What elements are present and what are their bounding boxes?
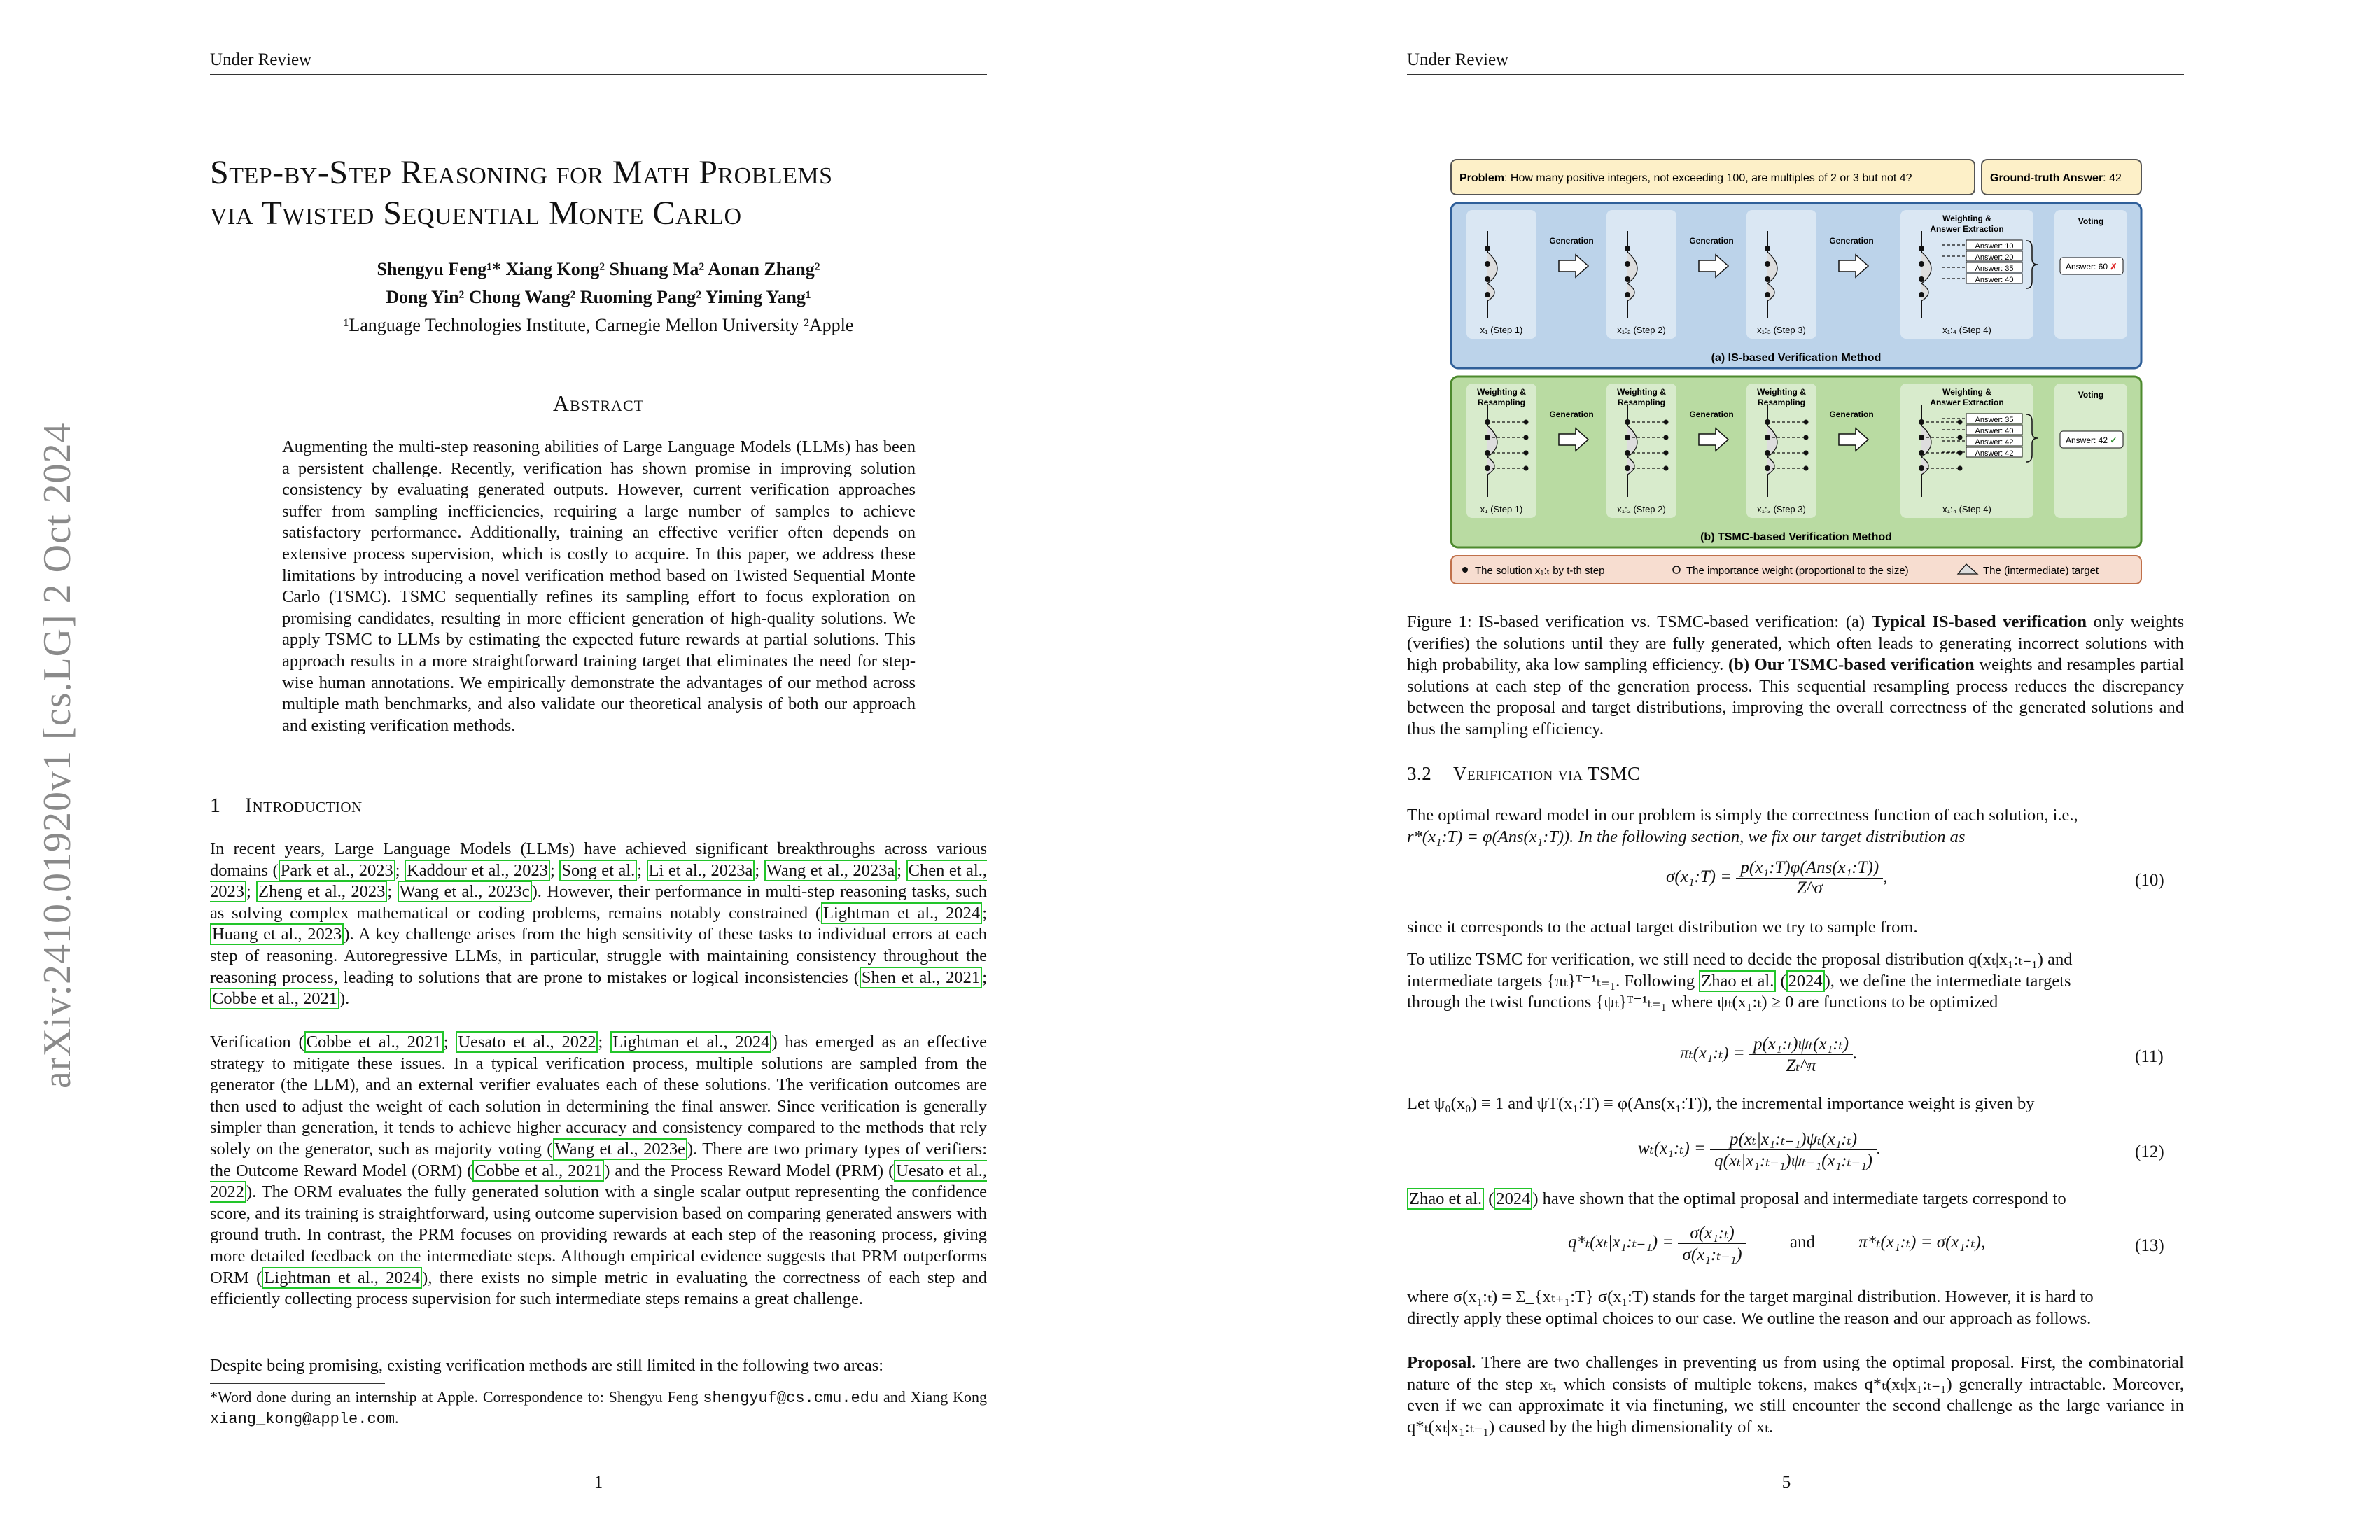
citation-link[interactable]: Zheng et al., 2023 — [256, 881, 387, 902]
weighting-label: Weighting & — [1757, 387, 1806, 397]
text-run: ; — [982, 903, 987, 923]
equation-number: (12) — [2135, 1142, 2164, 1161]
voting-label: Voting — [2078, 390, 2104, 400]
solution-dot — [1804, 420, 1809, 425]
voting-card — [2054, 384, 2127, 518]
citation-link[interactable]: Song et al. — [559, 860, 637, 881]
text-run: ), there exists no simple metric in evaluating the correctness of each step and efficiently collecting process supervision for such intermediate steps remains a great challenge. — [210, 1268, 988, 1309]
step-card — [1606, 210, 1676, 339]
eq-denominator: Z^σ — [1796, 878, 1823, 897]
vote-text: Answer: 60 ✗ — [2066, 262, 2118, 272]
eq-fraction — [1736, 858, 1883, 898]
intro-paragraph-2 — [210, 1032, 987, 1310]
section-heading — [1407, 763, 1640, 785]
footnote-text: . — [395, 1409, 399, 1427]
text-line: To utilize TSMC for verification, we still need to decide the proposal distribution q(xₜ|x₁:ₜ₋₁) and — [1407, 950, 2073, 969]
weighting-label: Resampling — [1757, 398, 1806, 407]
intro-title: Introduction — [245, 794, 363, 817]
solution-dot — [1958, 435, 1963, 440]
text-run: ; — [395, 860, 405, 880]
solution-dot — [1664, 466, 1669, 471]
caption-text: only weights (verifies) the solutions until they are fully generated, which often leads to generating incorrect solutions with high probability, aka low sampling efficiency. — [1407, 612, 2184, 675]
answer-text: Answer: 20 — [1975, 253, 2014, 262]
text-run: ; — [443, 1032, 456, 1051]
solution-dot — [1625, 276, 1630, 282]
citation-link[interactable]: Kaddour et al., 2023 — [405, 860, 550, 881]
intro-number: 1 — [210, 794, 221, 817]
citation-link[interactable]: Wang et al., 2023e — [553, 1138, 687, 1160]
section-title: Verification via TSMC — [1453, 763, 1641, 784]
equation-number: (13) — [2135, 1236, 2164, 1255]
eq-lhs: wₜ(x₁:ₜ) = — [1638, 1139, 1706, 1158]
text-run: ; — [637, 860, 647, 880]
solution-dot — [1664, 420, 1669, 425]
solution-dot — [1919, 246, 1924, 251]
running-header: Under Review — [1407, 50, 1509, 69]
citation-link[interactable]: Shen et al., 2021 — [860, 967, 982, 988]
intro-paragraph-3: Despite being promising, existing verification methods are still limited in the following two areas: — [210, 1356, 884, 1375]
weighting-label: Answer Extraction — [1930, 224, 2004, 234]
answer-text: Answer: 42 — [1975, 438, 2014, 447]
eq-and: and — [1789, 1233, 1815, 1252]
solution-dot — [1804, 466, 1809, 471]
solution-dot — [1765, 435, 1770, 440]
solution-dot — [1625, 292, 1630, 298]
solution-dot — [1625, 246, 1630, 251]
citation-link[interactable]: Lightman et al., 2024 — [262, 1267, 422, 1289]
header-rule — [1407, 74, 2184, 75]
step-label: x₁:₂ (Step 2) — [1617, 325, 1666, 335]
solution-dot — [1485, 419, 1490, 425]
email-link[interactable]: xiang_kong@apple.com — [210, 1410, 396, 1428]
equation-12: wₜ(x₁:ₜ) = $\frac{\text{p(xₜ|x₁:ₜ₋₁)ψₜ(x₁:ₜ)}}{\text{q(xₜ|x₁:ₜ₋₁)ψₜ₋₁(x₁:ₜ₋₁)}}$ . — [1638, 1130, 1882, 1170]
weighting-label: Resampling — [1617, 398, 1666, 407]
eq-fraction — [1749, 1033, 1853, 1076]
eq-denominator: σ(x₁:ₜ₋₁) — [1682, 1245, 1742, 1264]
eq-numerator: p(xₜ|x₁:ₜ₋₁)ψₜ(x₁:ₜ) — [1710, 1128, 1877, 1150]
eq-numerator: p(x₁:T)φ(Ans(x₁:T)) — [1736, 858, 1883, 878]
paragraph — [1407, 1287, 2184, 1329]
legend-solution-dot — [1462, 567, 1468, 573]
citation-link[interactable]: Uesato et al., 2022 — [210, 1161, 987, 1202]
legend-target: The (intermediate) target — [1983, 565, 2099, 577]
equation-11: πₜ(x₁:ₜ) = $\frac{\text{p(x₁:ₜ)ψₜ(x₁:ₜ)}}{\text{Zₜ\textasciicircum{}π}}$ . — [1680, 1035, 1858, 1075]
problem-text: Problem: How many positive integers, not exceeding 100, are multiples of 2 or 3 but not 4? — [1460, 172, 1912, 184]
footnote-text: *Word done during an internship at Apple. Correspondence to: Shengyu Feng — [210, 1388, 699, 1406]
citation-link[interactable]: 2024 — [1494, 1188, 1532, 1210]
text-line: where σ(x₁:ₜ) = Σ_{xₜ₊₁:T} σ(x₁:T) stands for the target marginal distribution. However, it is hard to — [1407, 1287, 2094, 1306]
text-run: ), we define the intermediate targets — [1824, 971, 2071, 990]
equation-10: σ(x₁:T) = $\frac{\text{p(x₁:T)φ(Ans(x₁:T))}}{Z\^{}\sigma}$ , — [1666, 858, 1888, 897]
citation-link[interactable]: Uesato et al., 2022 — [456, 1031, 598, 1053]
text-run: ) has emerged as an effective strategy to mitigate these issues. In a typical verification process, multiple solutions are sampled from the generator (the LLM), and an external verifier evaluates each of these solutions. The verification outcomes are then used to adjust the weight of each solution in determining the final answer. Since verification is generally simpler than generation, it tends to achieve higher accuracy and consistency compared to the methods that rely solely on the generator, such as majority voting ( — [210, 1032, 988, 1158]
citation-link[interactable]: Lightman et al., 2024 — [821, 902, 982, 924]
generation-label: Generation — [1829, 236, 1874, 246]
text-run: ( — [1776, 971, 1786, 990]
step-label: x₁:₄ (Step 4) — [1942, 325, 1991, 335]
footnote — [210, 1387, 987, 1429]
text-run: ; — [897, 860, 906, 880]
text-line: The optimal reward model in our problem is simply the correctness function of each solution, i.e., — [1407, 806, 2078, 825]
solution-dot — [1804, 435, 1809, 440]
text-run: intermediate targets {πₜ}ᵀ⁻¹ₜ₌₁. Following — [1407, 971, 1700, 990]
step-label: x₁:₄ (Step 4) — [1942, 504, 1991, 514]
intro-heading — [210, 794, 363, 818]
paragraph: Let ψ₀(x₀) ≡ 1 and ψT(x₁:T) ≡ φ(Ans(x₁:T)), the incremental importance weight is given by — [1407, 1094, 2035, 1113]
eq-rhs: π*ₜ(x₁:ₜ) = σ(x₁:ₜ), — [1858, 1233, 1986, 1252]
generation-label: Generation — [1549, 410, 1594, 419]
solution-dot — [1485, 450, 1490, 456]
eq-lhs: σ(x₁:T) = — [1666, 867, 1732, 887]
solution-dot — [1625, 465, 1630, 471]
solution-dot — [1625, 450, 1630, 456]
solution-dot — [1958, 466, 1963, 471]
text-run: ). However, their performance in multi-step reasoning tasks, such as solving complex mathematical or coding problems, remains notably constrained ( — [210, 882, 988, 923]
text-run: ) have shown that the optimal proposal and intermediate targets correspond to — [1532, 1189, 2066, 1208]
authors-row-1: Shengyu Feng¹* Xiang Kong² Shuang Ma² Aonan Zhang² — [377, 259, 820, 279]
eq-lhs: πₜ(x₁:ₜ) = — [1680, 1044, 1745, 1063]
paragraph — [1407, 805, 2184, 848]
answer-text: Answer: 35 — [1975, 416, 2014, 424]
solution-dot — [1765, 246, 1770, 251]
text-run: ; — [387, 882, 398, 902]
generation-label: Generation — [1689, 236, 1734, 246]
eq-numerator: p(x₁:ₜ)ψₜ(x₁:ₜ) — [1749, 1033, 1853, 1055]
equation-number: (11) — [2135, 1047, 2164, 1066]
solution-dot — [1919, 276, 1924, 282]
answer-text: Answer: 40 — [1975, 427, 2014, 435]
solution-dot — [1664, 451, 1669, 456]
intro-paragraph-1 — [210, 839, 987, 1010]
solution-dot — [1765, 465, 1770, 471]
text-run: ; — [598, 1032, 611, 1051]
citation-link[interactable]: Cobbe et al., 2021 — [210, 988, 340, 1009]
header-rule — [210, 74, 987, 75]
caption-bold: (b) Our TSMC-based verification — [1728, 655, 1975, 675]
citation-link[interactable]: 2024 — [1786, 970, 1825, 992]
weighting-label: Weighting & — [1477, 387, 1526, 397]
solution-dot — [1485, 276, 1490, 282]
text-run: Verification ( — [210, 1032, 304, 1051]
paper-title — [210, 153, 1050, 234]
figure-caption — [1407, 612, 2184, 741]
generation-label: Generation — [1689, 410, 1734, 419]
citation-link[interactable]: Chen et al., 2023 — [210, 860, 987, 902]
solution-dot — [1485, 435, 1490, 440]
paragraph: Zhao et al. ( 2024 ) have shown that the optimal proposal and intermediate targets correspond to — [1407, 1189, 2184, 1210]
title-line-2: via Twisted Sequential Monte Carlo — [210, 195, 742, 232]
solution-dot — [1524, 466, 1529, 471]
weighting-label: Resampling — [1477, 398, 1526, 407]
solution-dot — [1524, 435, 1529, 440]
solution-dot — [1664, 435, 1669, 440]
solution-dot — [1919, 450, 1924, 456]
citation-link[interactable]: Wang et al., 2023a — [764, 860, 897, 881]
eq-numerator: σ(x₁:ₜ) — [1678, 1222, 1746, 1244]
citation-link[interactable]: Li et al., 2023a — [647, 860, 755, 881]
citation-link[interactable]: Zhao et al. — [1407, 1188, 1484, 1210]
solution-dot — [1485, 465, 1490, 471]
answer-text: Answer: 40 — [1975, 276, 2014, 284]
solution-dot — [1919, 419, 1924, 425]
solution-dot — [1765, 292, 1770, 298]
paragraph-heading: Proposal. — [1407, 1353, 1476, 1372]
weighting-label: Weighting & — [1942, 387, 1991, 397]
eq-lhs: q*ₜ(xₜ|x₁:ₜ₋₁) = — [1568, 1233, 1674, 1252]
solution-dot — [1765, 419, 1770, 425]
is-panel-title: (a) IS-based Verification Method — [1711, 352, 1882, 364]
text-line: r*(x₁:T) = φ(Ans(x₁:T)). In the following section, we fix our target distribution as — [1407, 827, 1966, 846]
caption-text: Figure 1: IS-based verification vs. TSMC-based verification: (a) — [1407, 612, 1872, 631]
step-card — [1466, 210, 1536, 339]
citation-link[interactable]: Zhao et al. — [1699, 970, 1776, 992]
caption-text: weights and resamples partial solutions at each step of the generation process. This sequential resampling process reduces the discrepancy between the proposal and target distributions, improving the overall correctness of the generated solutions and thus the sampling efficiency. — [1407, 655, 2184, 738]
weighting-label: Weighting & — [1617, 387, 1666, 397]
solution-dot — [1765, 276, 1770, 282]
text-run: ). There are two primary types of verifiers: the Outcome Reward Model (ORM) ( — [210, 1139, 988, 1180]
eq-fraction — [1710, 1128, 1877, 1171]
solution-dot — [1524, 420, 1529, 425]
citation-link[interactable]: Lightman et al., 2024 — [610, 1031, 771, 1053]
abstract-text: Augmenting the multi-step reasoning abilities of Large Language Models (LLMs) has been a persistent challenge. Recently, verification has shown promise in improving solution consistency by evaluating generated outputs. However, current verification approaches suffer from sampling inefficiencies, requiring a large number of samples to achieve satisfactory performance. Additionally, training an effective verifier often depends on extensive process supervision, which is costly to acquire. In this paper, we address these limitations by introducing a novel verification method based on Twisted Sequential Monte Carlo (TSMC). TSMC sequentially refines its sampling effort to focus exploration on promising candidates, resulting in more efficient generation of high-quality solutions. We apply TSMC to LLMs by estimating the expected future rewards at partial solutions. This approach results in a more straightforward training target that eliminates the need for step-wise human annotations. We empirically demonstrate the advantages of our method across multiple math benchmarks, and also validate our theoretical analysis of both our approach and existing verification methods. — [282, 438, 916, 735]
text-line: directly apply these optimal choices to our case. We outline the reason and our approach as follows. — [1407, 1308, 2092, 1328]
eq-fraction — [1678, 1222, 1746, 1265]
weighting-label: Answer Extraction — [1930, 398, 2004, 407]
answer-text: Answer: 42 — [1975, 449, 2014, 458]
eq-denominator: Zₜ^π — [1786, 1056, 1816, 1075]
author-block — [210, 255, 987, 340]
text-run: There are two challenges in preventing us from using the optimal proposal. First, the combinatorial nature of the step xₜ, which consists of multiple tokens, makes q*ₜ(xₜ|x₁:ₜ₋₁) generally intractable. Moreover, even if we can approximate it via finetuning, we still encounter the second challenge as the large variance in q*ₜ(xₜ|x₁:ₜ₋₁) caused by the high dimensionality of xₜ. — [1407, 1353, 2184, 1436]
solution-dot — [1765, 261, 1770, 267]
text-run: ). — [339, 989, 350, 1009]
text-line: through the twist functions {ψₜ}ᵀ⁻¹ₜ₌₁ where ψₜ(x₁:ₜ) ≥ 0 are functions to be optimized — [1407, 993, 1998, 1012]
step-label: x₁:₃ (Step 3) — [1757, 325, 1806, 335]
weighting-label: Weighting & — [1942, 214, 1991, 223]
abstract-heading: Abstract — [552, 391, 645, 416]
solution-dot — [1625, 435, 1630, 440]
generation-label: Generation — [1829, 410, 1874, 419]
footnote-rule — [210, 1383, 385, 1384]
solution-dot — [1485, 246, 1490, 251]
right-page — [1190, 0, 2380, 1540]
ground-truth-text: Ground-truth Answer: 42 — [1990, 172, 2122, 184]
solution-dot — [1919, 292, 1924, 298]
title-line-1: Step-by-Step Reasoning for Math Problems — [210, 154, 833, 191]
equation-number: (10) — [2135, 871, 2164, 890]
section-number: 3.2 — [1407, 763, 1432, 784]
arxiv-stamp: arXiv:2410.01920v1 [cs.LG] 2 Oct 2024 — [36, 422, 79, 1088]
paragraph-proposal — [1407, 1352, 2184, 1438]
equation-13 — [1568, 1222, 1985, 1265]
tsmc-panel-title: (b) TSMC-based Verification Method — [1700, 531, 1892, 543]
step-label: x₁:₃ (Step 3) — [1757, 504, 1806, 514]
answer-text: Answer: 10 — [1975, 242, 2014, 251]
text-run: ; — [755, 860, 764, 880]
text-run: ; — [246, 882, 257, 902]
citation-link[interactable]: Park et al., 2023 — [279, 860, 396, 881]
solution-dot — [1919, 435, 1924, 440]
solution-dot — [1958, 451, 1963, 456]
solution-dot — [1919, 261, 1924, 267]
solution-dot — [1625, 261, 1630, 267]
text-line — [1407, 971, 2184, 993]
solution-dot — [1765, 450, 1770, 456]
text-run: ; — [550, 860, 560, 880]
answer-text: Answer: 35 — [1975, 265, 2014, 273]
generation-label: Generation — [1549, 236, 1594, 246]
citation-link[interactable]: Huang et al., 2023 — [210, 923, 344, 945]
solution-dot — [1485, 261, 1490, 267]
email-link[interactable]: shengyuf@cs.cmu.edu — [703, 1390, 879, 1407]
step-label: x₁ (Step 1) — [1480, 325, 1523, 335]
eq-denominator: q(xₜ|x₁:ₜ₋₁)ψₜ₋₁(x₁:ₜ₋₁) — [1714, 1152, 1872, 1170]
affiliations: ¹Language Technologies Institute, Carnegie Mellon University ²Apple — [343, 315, 854, 335]
step-card — [1746, 210, 1816, 339]
voting-label: Voting — [2078, 216, 2104, 226]
step-label: x₁ (Step 1) — [1480, 504, 1523, 514]
solution-dot — [1524, 451, 1529, 456]
text-run: ). A key challenge arises from the high sensitivity of these tasks to individual errors at each step of reasoning. Autoregressive LLMs, in particular, struggle with maintaining consistency throughout the reasoning process, leading to solutions that are prone to mistakes or logical inconsistencies ( — [210, 925, 987, 987]
figure-1 — [1446, 155, 2194, 589]
solution-dot — [1919, 465, 1924, 471]
text-run: ) and the Process Reward Model (PRM) ( — [604, 1161, 895, 1180]
solution-dot — [1485, 292, 1490, 298]
text-run: In recent years, Large Language Models (LLMs) have achieved significant breakthroughs across various domains ( — [210, 839, 987, 880]
page-number: 5 — [1782, 1473, 1791, 1492]
citation-link[interactable]: Wang et al., 2023c — [398, 881, 532, 902]
step-label: x₁:₂ (Step 2) — [1617, 504, 1666, 514]
vote-text: Answer: 42 ✓ — [2066, 435, 2118, 445]
text-run: ; — [982, 967, 987, 987]
running-header: Under Review — [210, 50, 312, 69]
citation-link[interactable]: Cobbe et al., 2021 — [472, 1160, 604, 1182]
legend-weight: The importance weight (proportional to the size) — [1686, 565, 1909, 577]
paragraph: since it corresponds to the actual target distribution we try to sample from. — [1407, 918, 1918, 937]
text-run: ). The ORM evaluates the fully generated solution with a single scalar output representing the confidence score, and its training is straightforward, using outcome supervision based on comparing generated answers with ground truth. In contrast, the PRM focuses on providing rewards at each step of the reasoning process, giving more detailed feedback on the intermediate steps. Although empirical evidence suggests that PRM outperforms ORM ( — [210, 1182, 987, 1287]
solution-dot — [1958, 420, 1963, 425]
authors-row-2: Dong Yin² Chong Wang² Ruoming Pang² Yiming Yang¹ — [386, 287, 811, 307]
solution-dot — [1625, 419, 1630, 425]
citation-link[interactable]: Cobbe et al., 2021 — [304, 1031, 444, 1053]
page-number: 1 — [594, 1473, 603, 1492]
caption-bold: Typical IS-based verification — [1871, 612, 2087, 631]
legend-solution: The solution x₁:ₜ by t-th step — [1475, 565, 1605, 577]
footnote-text: and Xiang Kong — [883, 1388, 988, 1406]
paragraph — [1407, 949, 2184, 1014]
solution-dot — [1804, 451, 1809, 456]
